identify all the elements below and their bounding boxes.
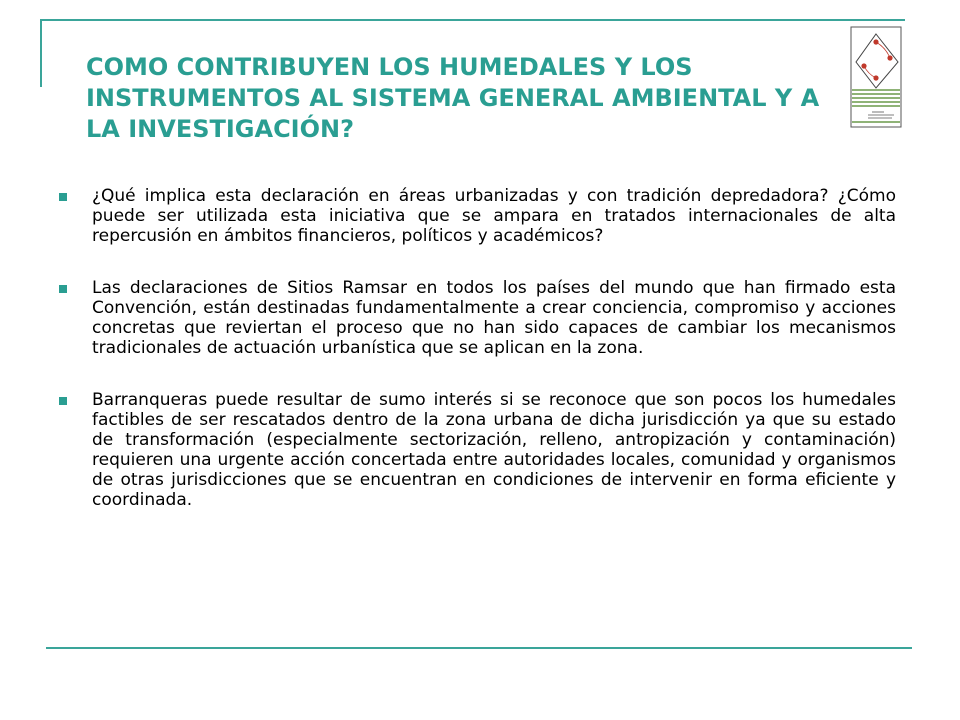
square-bullet-icon: [59, 193, 67, 201]
bullet-text: ¿Qué implica esta declaración en áreas urbanizadas y con tradición depredadora? ¿Cómo puede ser utilizada esta iniciativa que se ampara en tratados internacionales de alta repercusión en ámbitos financieros, políticos y académicos?: [92, 186, 896, 246]
square-bullet-icon: [59, 285, 67, 293]
frame-left-rule: [40, 19, 42, 87]
bullet-text: Barranqueras puede resultar de sumo interés si se reconoce que son pocos los humedales factibles de ser rescatados dentro de la zona urbana de dicha jurisdicción ya que su estado de transformación (especialmente sectorización, relleno, antropización y contaminación) requieren una urgente acción concertada entre autoridades locales, comunidad y organismos de otras jurisdicciones que se encuentran en condiciones de intervenir en forma eficiente y coordinada.: [92, 390, 896, 510]
organization-logo-icon: [850, 26, 902, 128]
square-bullet-icon: [59, 397, 67, 405]
bullet-list: [56, 186, 896, 542]
list-item: [56, 390, 896, 510]
frame-top-rule: [41, 19, 905, 21]
slide-title: COMO CONTRIBUYEN LOS HUMEDALES Y LOS INSTRUMENTOS AL SISTEMA GENERAL AMBIENTAL Y A LA INVESTIGACIÓN?: [86, 53, 820, 143]
list-item: [56, 278, 896, 358]
frame-bottom-rule: [46, 647, 912, 649]
list-item: [56, 186, 896, 246]
bullet-text: Las declaraciones de Sitios Ramsar en todos los países del mundo que han firmado esta Convención, están destinadas fundamentalmente a crear conciencia, compromiso y acciones concretas que reviertan el proceso que no han sido capaces de cambiar los mecanismos tradicionales de actuación urbanística que se aplican en la zona.: [92, 278, 896, 358]
